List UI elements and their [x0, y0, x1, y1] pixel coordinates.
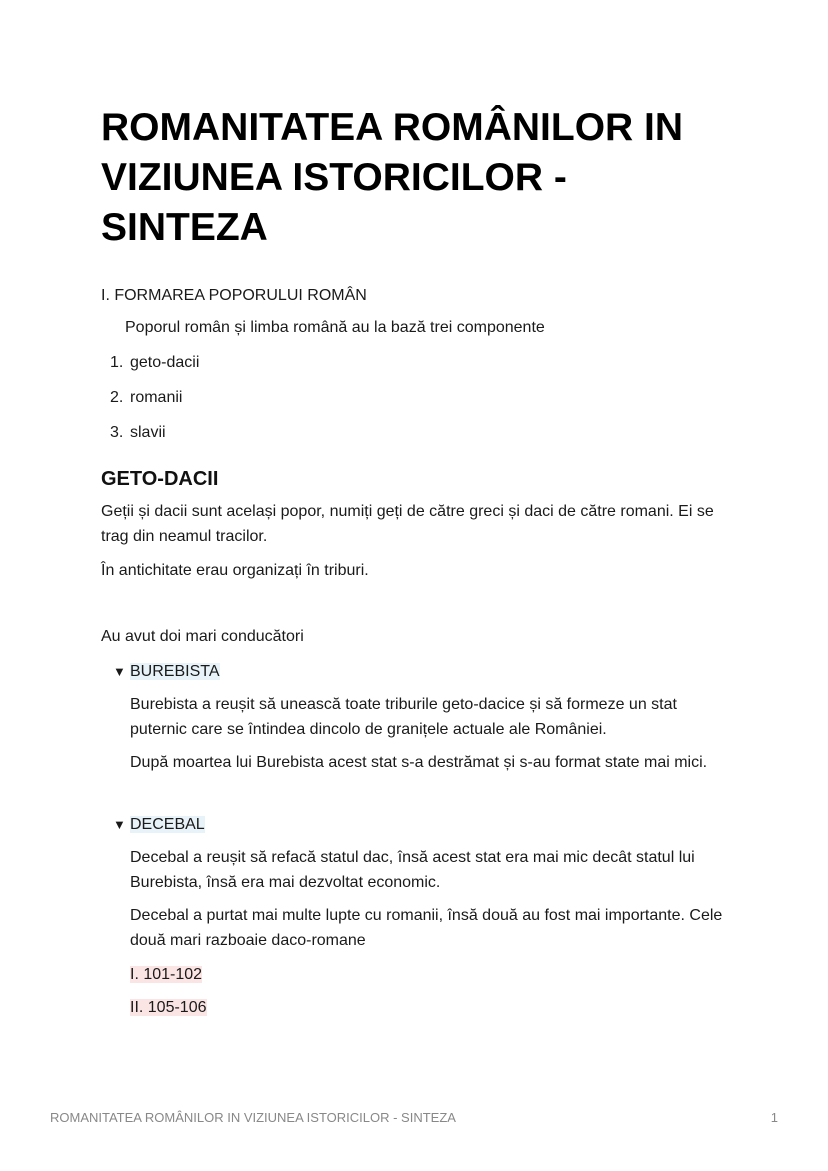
toggle-decebal[interactable] [113, 812, 205, 837]
paragraph: Au avut doi mari conducători [101, 628, 304, 645]
toggle-label[interactable]: DECEBAL [130, 816, 205, 833]
heading-geto-dacii: GETO-DACII [101, 468, 219, 490]
toggle-burebista[interactable] [113, 659, 220, 684]
page-footer [50, 1108, 778, 1128]
list-item-text: slavii [130, 424, 166, 441]
section-label: I. FORMAREA POPORULUI ROMÂN [101, 287, 367, 304]
page-title: ROMANITATEA ROMÂNILOR IN VIZIUNEA ISTORICILOR - SINTEZA [101, 106, 684, 249]
list-item [101, 385, 199, 420]
triangle-down-icon[interactable]: ▼ [113, 817, 126, 832]
list-number: 3. [110, 424, 124, 441]
list-number: 1. [110, 354, 124, 371]
list-item [101, 350, 199, 385]
toggle-label[interactable]: BUREBISTA [130, 663, 220, 680]
paragraph: În antichitate erau organizați în triburi. [101, 562, 369, 579]
war-label: II. 105-106 [130, 999, 207, 1016]
paragraph: După moartea lui Burebista acest stat s-a destrămat și s-au format state mai mici. [130, 754, 708, 771]
war-item [130, 995, 730, 1020]
paragraph: Decebal a reușit să refacă statul dac, însă acest stat era mai mic decât statul lui Burebista, însă era mai dezvoltat economic. [130, 849, 695, 891]
paragraph: Geții și dacii sunt același popor, numiți geți de către greci și daci de către romani. Ei se trag din neamul tracilor. [101, 503, 714, 545]
paragraph: Decebal a purtat mai multe lupte cu romanii, însă două au fost mai importante. Cele două mari razboaie daco-romane [130, 907, 723, 949]
list-number: 2. [110, 389, 124, 406]
list-item-text: romanii [130, 389, 183, 406]
list-item-text: geto-dacii [130, 354, 200, 371]
war-label: I. 101-102 [130, 966, 203, 983]
war-item [130, 962, 730, 987]
footer-title: ROMANITATEA ROMÂNILOR IN VIZIUNEA ISTORICILOR - SINTEZA [50, 1110, 456, 1125]
intro-text: Poporul român și limba română au la bază trei componente [125, 319, 545, 336]
page-number: 1 [770, 1110, 778, 1125]
list-item [101, 420, 199, 455]
components-list [101, 350, 199, 455]
triangle-down-icon[interactable]: ▼ [113, 664, 126, 679]
paragraph: Burebista a reușit să unească toate triburile geto-dacice și să formeze un stat puternic care se întindea dincolo de granițele actuale ale României. [130, 696, 677, 738]
